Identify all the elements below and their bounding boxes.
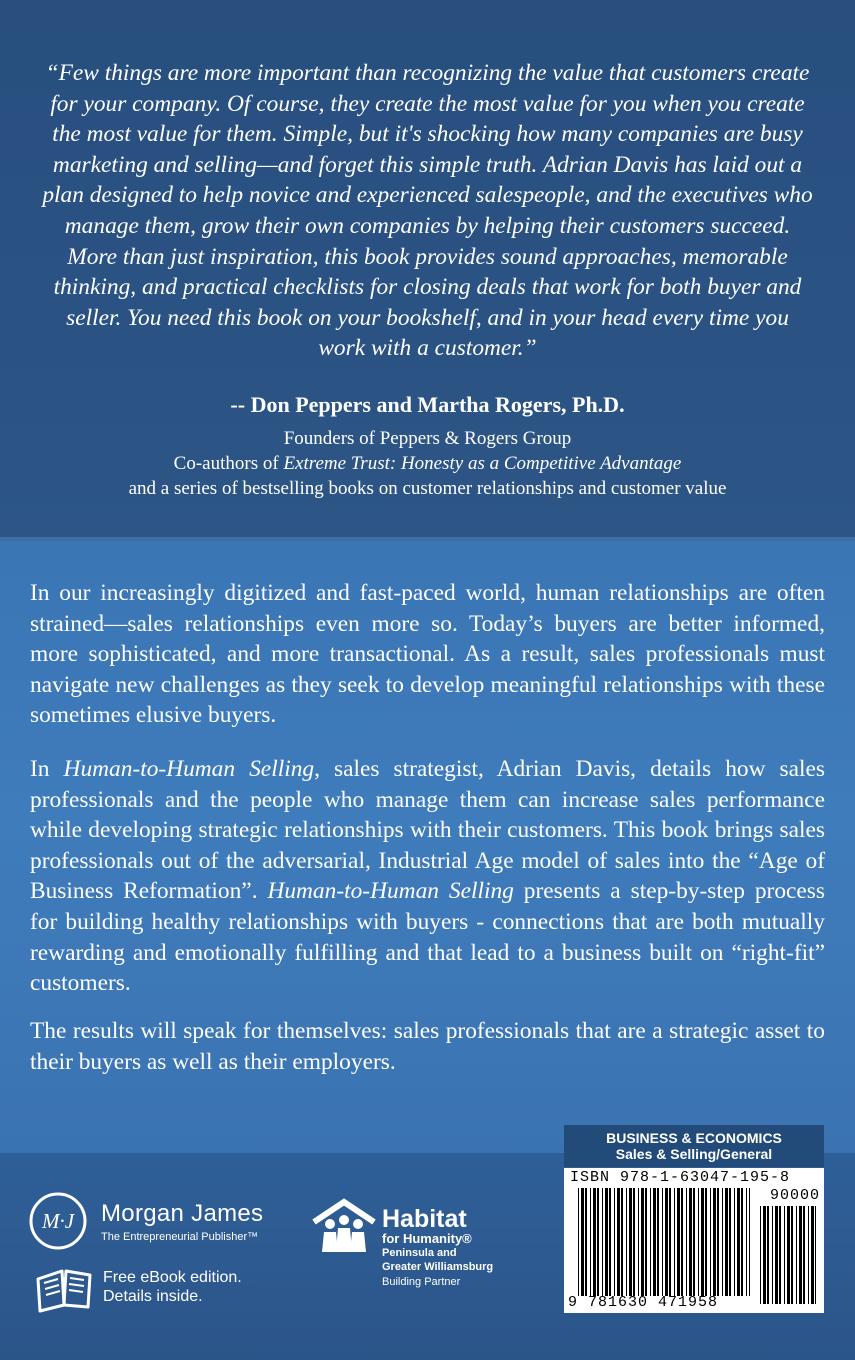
testimonial-credit-line [0, 452, 855, 476]
barcode-bars-icon [564, 1168, 824, 1313]
habitat-subtitle: for Humanity® [382, 1231, 472, 1246]
ebook-line: Free eBook edition. [103, 1269, 242, 1286]
open-book-icon [34, 1265, 94, 1315]
description-paragraph [30, 754, 825, 999]
ebook-line: Details inside. [103, 1288, 203, 1305]
text-run: In [30, 756, 64, 782]
ebook-offer [103, 1268, 242, 1306]
testimonial-quote: “Few things are more important than recognizing the value that customers create for your company. Of course, they create the most value for you when you create the most value for them. Simple, but it's shocking how many companies are busy marketing and selling—and forget this simple truth. Adrian Davis has laid out a plan designed to help novice and experienced salespeople, and the executives who manage them, grow their own companies by helping their customers succeed. More than just inspiration, this book provides sound approaches, memorable thinking, and practical checklists for closing deals that work for both buyer and seller. You need this book on your bookshelf, and in your head every time you work with a customer.” [42, 60, 813, 362]
description-paragraph: In our increasingly digitized and fast-paced world, human relationships are often strained—sales relationships even more so. Today’s buyers are better informed, more sophisticated, and more transactional. As a result, sales professionals must navigate new challenges as they seek to develop meaningful relationships with these sometimes elusive buyers. [30, 580, 825, 729]
book-title: Human-to-Human Selling [63, 756, 315, 782]
isbn-number: ISBN 978-1-63047-195-8 [570, 1169, 791, 1186]
price-addon: 90000 [769, 1187, 820, 1204]
habitat-role: Building Partner [382, 1276, 461, 1288]
habitat-chapter: Greater Williamsburg [382, 1261, 494, 1273]
credit-prefix: Co-authors of [173, 453, 284, 474]
publisher-tagline: The Entrepreneurial Publisher™ [101, 1231, 259, 1243]
text-run: presents a step-by-step process for building healthy relationships with buyers - connections that are both mutually rewarding and emotionally fulfilling and that lead to a business built on “right-fit” customers. [30, 878, 825, 997]
isbn-barcode [564, 1168, 824, 1313]
book-title: Human-to-Human Selling [267, 878, 514, 905]
publisher-name: Morgan James [101, 1200, 264, 1227]
svg-text:M·J: M·J [41, 1209, 75, 1233]
text-run: , sales strategist, Adrian Davis, details how sales professionals and the people who manage them can increase sales performance while developing strategic relationships with their customers. This book brings sales professionals out of the adversarial, Industrial Age model of sales into the “Age of Business Reformation”. [30, 756, 825, 905]
category-label [564, 1125, 824, 1167]
category-secondary: Sales & Selling/General [615, 1146, 773, 1162]
category-primary: BUSINESS & ECONOMICS [606, 1130, 782, 1146]
habitat-house-icon [310, 1198, 378, 1254]
ean-number: 9 781630 471958 [568, 1294, 719, 1311]
testimonial-credit-line: Founders of Peppers & Rogers Group [283, 428, 572, 449]
testimonial-credit-line: and a series of bestselling books on customer relationships and customer value [128, 478, 727, 499]
description-paragraph: The results will speak for themselves: sales professionals that are a strategic asset to their buyers as well as their employers. [30, 1018, 825, 1075]
habitat-chapter: Peninsula and [382, 1247, 457, 1259]
morgan-james-logo-icon [28, 1191, 88, 1251]
habitat-title: Habitat [382, 1205, 467, 1233]
testimonial-attribution: -- Don Peppers and Martha Rogers, Ph.D. [230, 392, 625, 417]
credit-book-title: Extreme Trust: Honesty as a Competitive Advantage [283, 453, 682, 474]
